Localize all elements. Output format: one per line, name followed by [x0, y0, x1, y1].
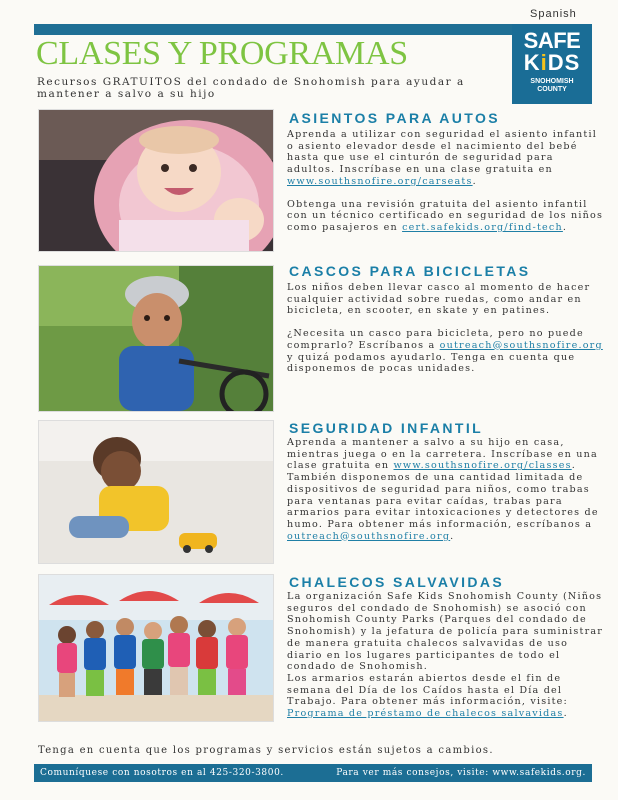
footer-bar: [34, 764, 592, 782]
safe-kids-logo: SAFE KiDS SNOHOMISH COUNTY: [512, 24, 592, 104]
section-body-child-safety: Aprenda a mantener a salvo a su hijo en casa, mientras juega o en la carretera. Inscríbase en una clase gratuita en www.southsnofire.org/classes. También disponemos de una cantidad limitada de dispositivos de seguridad para niños, como trabas para ventanas para evitar caídas, trabas para armarios para evitar intoxicaciones y detectores de humo. Para obtener más información, escríbanos a outreach@southsnofire.org.: [287, 437, 599, 542]
page-subtitle: Recursos GRATUITOS del condado de Snohomish para ayudar a mantener a salvo a su hijo: [37, 76, 465, 100]
kids-life-jackets-photo: [38, 574, 274, 722]
car-seat-baby-photo: [38, 109, 274, 252]
outreach-email-link-2[interactable]: outreach@southsnofire.org: [287, 530, 451, 542]
page-title: CLASES Y PROGRAMAS: [36, 35, 408, 72]
footer-note: Tenga en cuenta que los programas y servicios están sujetos a cambios.: [38, 745, 494, 756]
section-body-life-jackets: La organización Safe Kids Snohomish County (Niños seguros del condado de Snohomish) se asoció con Snohomish County Parks (Parques del condado de Snohomish) y la jefatura de policía para suministrar de manera gratuita chalecos salvavidas de uso diario en los lugares participantes de todo el condado de Snohomish. Los armarios estarán abiertos desde el fin de semana del Día de los Caídos hasta el Día del Trabajo. Para obtener más información, visite: Programa de préstamo de chalecos salvavidas.: [287, 591, 604, 720]
section-body-bike-helmets: Los niños deben llevar casco al momento de hacer cualquier actividad sobre ruedas, como andar en bicicleta, en scooter, en skate y en patines. ¿Necesita un casco para bicicleta, pero no puede comprarlo? Escríbanos a outreach@southsnofire.org y quizá podamos ayudarlo. Tenga en cuenta que disponemos de pocas unidades.: [287, 282, 603, 375]
classes-link[interactable]: www.southsnofire.org/classes: [393, 460, 572, 472]
tips-website: Para ver más consejos, visite: www.safekids.org.: [336, 768, 586, 778]
toddler-toy-car-photo: [38, 420, 274, 564]
header-bar: [34, 24, 514, 35]
section-title-car-seats: ASIENTOS PARA AUTOS: [289, 110, 501, 126]
section-body-car-seats: Aprenda a utilizar con seguridad el asiento infantil o asiento elevador desde el nacimiento del bebé hasta que use el cinturón de seguridad para adultos. Inscríbase en una clase gratuita en www.southsnofire.org/carseats. Obtenga una revisión gratuita del asiento infantil con un técnico certificado en seguridad de los niños como pasajeros en cert.safekids.org/find-tech.: [287, 129, 604, 233]
carseats-link[interactable]: www.southsnofire.org/carseats: [287, 175, 473, 187]
life-jacket-program-link[interactable]: Programa de préstamo de chalecos salvavidas: [287, 708, 564, 720]
language-label: Spanish: [530, 8, 577, 20]
bike-helmet-boy-photo: [38, 265, 274, 412]
contact-phone: Comuníquese con nosotros en al 425-320-3800.: [40, 768, 284, 778]
section-title-child-safety: SEGURIDAD INFANTIL: [289, 420, 484, 436]
section-title-life-jackets: CHALECOS SALVAVIDAS: [289, 574, 505, 590]
section-title-bike-helmets: CASCOS PARA BICICLETAS: [289, 263, 531, 279]
outreach-email-link[interactable]: outreach@southsnofire.org: [439, 339, 603, 351]
find-tech-link[interactable]: cert.safekids.org/find-tech: [402, 221, 563, 233]
